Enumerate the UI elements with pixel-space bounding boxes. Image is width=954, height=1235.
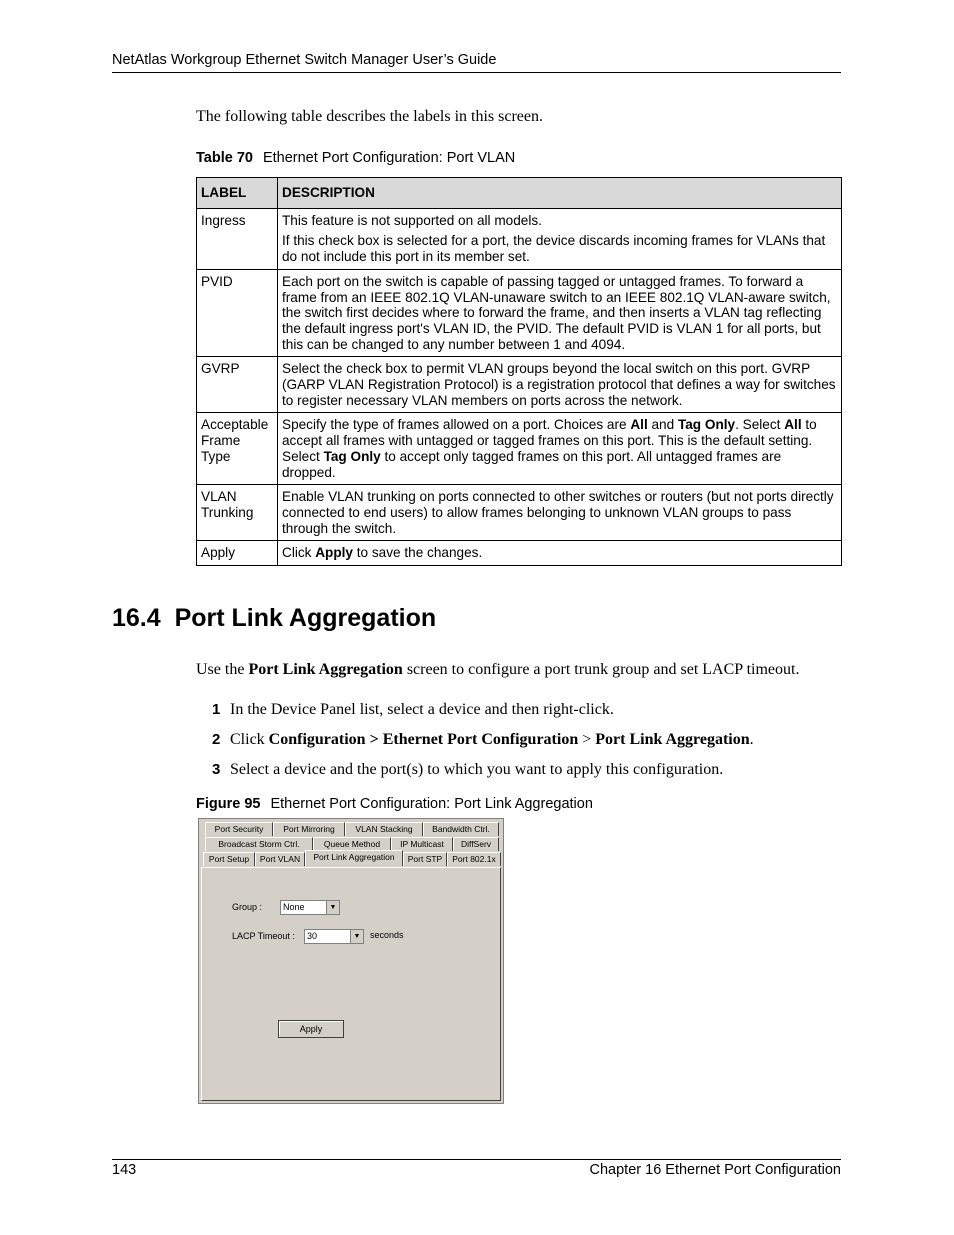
table-row [197,541,842,566]
text-run: screen to configure a port trunk group and set LACP timeout. [402,661,800,678]
figure-caption-number: Figure 95 [196,796,261,812]
table-row [197,208,842,269]
text-run: and [647,417,678,433]
section-intro-paragraph [196,661,799,679]
table-row [197,413,842,485]
bold-term: Tag Only [323,448,381,464]
group-label: Group : [232,902,263,912]
text-run: to save the changes. [353,545,483,561]
page-number: 143 [112,1162,137,1178]
col-header-description: DESCRIPTION [278,178,842,209]
description-text: Enable VLAN trunking on ports connected to other switches or routers (but not ports directly connected to end users) to allow frames belonging to unknown VLAN groups to pass through the switch. [282,489,834,536]
table-header-row [197,178,842,209]
step-item [212,701,614,719]
bold-term: All [630,417,648,433]
chapter-title: Chapter 16 Ethernet Port Configuration [589,1162,841,1178]
text-run: Specify the type of frames allowed on a port. Choices are [282,417,631,433]
figure-caption [196,796,593,812]
tab-port-vlan[interactable]: Port VLAN [255,852,305,866]
row-description [278,357,842,413]
group-select[interactable] [280,900,340,915]
text-run: . Select [735,417,785,433]
footer-rule [112,1159,841,1160]
text-run: Click [282,545,316,561]
text-run: > [578,731,596,748]
row-label: Apply [197,541,278,566]
row-description [278,208,842,269]
bold-term: Apply [315,545,353,561]
bold-term: Configuration > Ethernet Port Configuration [268,731,579,748]
tab-queue-method[interactable]: Queue Method [313,837,391,851]
description-text [282,545,837,561]
tab-vlan-stacking[interactable]: VLAN Stacking [345,822,423,836]
running-header: NetAtlas Workgroup Ethernet Switch Manager User’s Guide [112,52,497,68]
lacp-timeout-label: LACP Timeout : [232,931,295,941]
label-description-table [196,177,842,566]
tab-port-security[interactable]: Port Security [205,822,273,836]
description-text: Select the check box to permit VLAN groups beyond the local switch on this port. GVRP (GARP VLAN Registration Protocol) is a registration protocol that defines a way for switches to register necessary VLAN members on ports across the network. [282,361,836,408]
row-label: GVRP [197,357,278,413]
section-number: 16.4 [112,604,161,632]
tab-bandwidth-ctrl[interactable]: Bandwidth Ctrl. [423,822,499,836]
port-link-aggregation-screenshot [198,818,504,1104]
tab-content [201,867,501,1101]
description-text: This feature is not supported on all models. [282,212,542,228]
tab-broadcast-storm-ctrl[interactable]: Broadcast Storm Ctrl. [205,837,313,851]
lacp-timeout-value: 30 [307,931,318,941]
bold-term: Port Link Aggregation [248,661,403,678]
row-description [278,413,842,485]
tab-port-mirroring[interactable]: Port Mirroring [273,822,345,836]
row-description [278,541,842,566]
bold-term: All [784,417,802,433]
description-text [282,417,837,480]
section-heading [112,604,436,633]
intro-paragraph: The following table describes the labels in this screen. [196,108,544,125]
chevron-down-icon: ▼ [326,901,339,914]
table-row [197,269,842,357]
col-header-label: LABEL [197,178,278,209]
step-number: 1 [212,701,221,718]
figure-caption-title: Ethernet Port Configuration: Port Link Aggregation [270,796,593,812]
step-text: Select a device and the port(s) to which you want to apply this configuration. [230,761,724,778]
table-row [197,485,842,541]
text-run: Use the [196,661,249,678]
table-caption [196,150,515,166]
header-rule [112,72,841,73]
tab-port-8021x[interactable]: Port 802.1x [447,852,501,866]
step-text: In the Device Panel list, select a device and then right-click. [230,701,614,718]
step-number: 2 [212,731,221,748]
row-description [278,485,842,541]
seconds-unit-label: seconds [370,930,404,940]
bold-term: Tag Only [677,417,736,433]
lacp-timeout-select[interactable] [304,929,364,944]
tab-ip-multicast[interactable]: IP Multicast [391,837,453,851]
text-run: Click [230,731,269,748]
description-text: Each port on the switch is capable of passing tagged or untagged frames. To forward a frame from an IEEE 802.1Q VLAN-unaware switch to an IEEE 802.1Q VLAN-aware switch, the switch first decides where to forward the frame, and then inserts a VLAN tag reflecting the default ingress port's VLAN ID, the PVID. The default PVID is VLAN 1 for all ports, but this can be changed to any number between 1 and 4094. [282,273,831,352]
tab-port-setup[interactable]: Port Setup [203,852,255,866]
apply-button[interactable]: Apply [278,1020,344,1038]
step-item [212,761,723,779]
tab-port-stp[interactable]: Port STP [403,852,447,866]
row-label: VLAN Trunking [197,485,278,541]
tab-diffserv[interactable]: DiffServ [453,837,499,851]
tab-port-link-aggregation[interactable]: Port Link Aggregation [305,850,403,866]
section-title: Port Link Aggregation [174,604,437,632]
text-run: to accept all frames with untagged or tagged frames on this port. This is the default setting. Select [282,417,817,464]
text-run: to accept only tagged frames on this port. All untagged frames are dropped. [282,448,782,480]
table-row [197,357,842,413]
chevron-down-icon: ▼ [350,930,363,943]
step-number: 3 [212,761,221,778]
row-description [278,269,842,357]
group-select-value: None [283,902,305,912]
text-run: . [749,731,754,748]
row-label: Acceptable Frame Type [197,413,278,485]
row-label: PVID [197,269,278,357]
row-label: Ingress [197,208,278,269]
table-caption-number: Table 70 [196,150,253,166]
step-item [212,731,754,749]
bold-term: Port Link Aggregation [595,731,750,748]
description-text: If this check box is selected for a port, the device discards incoming frames for VLANs that do not include this port in its member set. [282,233,826,265]
table-caption-title: Ethernet Port Configuration: Port VLAN [262,150,516,166]
